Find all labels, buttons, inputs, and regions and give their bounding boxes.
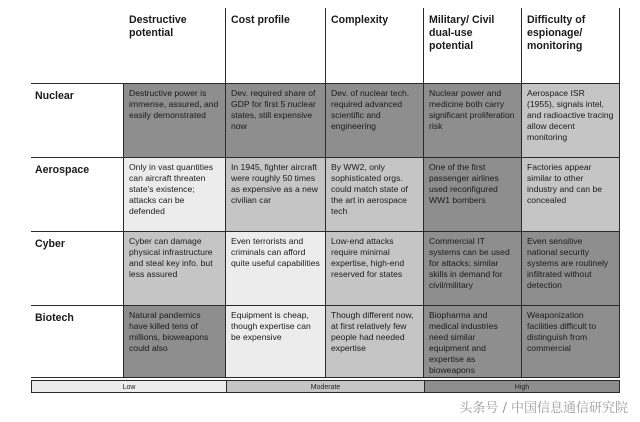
column-header: Complexity [326, 8, 424, 84]
row-header: Cyber [31, 232, 124, 306]
watermark: 头条号 / 中国信息通信研究院 [459, 401, 628, 416]
table-cell: Destructive power is immense, assured, and easily demonstrated [124, 84, 226, 158]
column-header: Destructive potential [124, 8, 226, 84]
table-cell: Weaponization facilities difficult to distinguish from commercial [522, 306, 620, 378]
row-header: Nuclear [31, 84, 124, 158]
column-header: Difficulty of espionage/ monitoring [522, 8, 620, 84]
table-cell: Dev. required share of GDP for first 5 nuclear states, still expensive now [226, 84, 326, 158]
table-cell: One of the first passenger airlines used reconfigured WW1 bombers [424, 158, 522, 232]
table-cell: Aerospace ISR (1955), signals intel, and radioactive tracing allow decent monitoring [522, 84, 620, 158]
table-cell: Even sensitive national security systems are routinely infiltrated without detection [522, 232, 620, 306]
table-cell: Cyber can damage physical infrastructure and steal key info. but less assured [124, 232, 226, 306]
table-cell: Nuclear power and medicine both carry significant proliferation risk [424, 84, 522, 158]
legend-moderate: Moderate [227, 380, 425, 393]
table-cell: Though different now, at first relatively few people had needed expertise [326, 306, 424, 378]
row-header: Biotech [31, 306, 124, 378]
column-header: Cost profile [226, 8, 326, 84]
column-header: Military/ Civil dual-use potential [424, 8, 522, 84]
table-cell: Factories appear similar to other industry and can be concealed [522, 158, 620, 232]
table-cell: Biopharma and medical industries need similar equipment and expertise as bioweapons [424, 306, 522, 378]
table-cell: Only in vast quantities can aircraft threaten state's existence; attacks can be defended [124, 158, 226, 232]
legend-high: High [425, 380, 620, 393]
table-cell: Low-end attacks require minimal expertise, high-end reserved for states [326, 232, 424, 306]
row-header: Aerospace [31, 158, 124, 232]
table-cell: Natural pandemics have killed tens of millions, bioweapons could also [124, 306, 226, 378]
legend-low: Low [31, 380, 227, 393]
table-cell: Dev. of nuclear tech. required advanced scientific and engineering [326, 84, 424, 158]
table-cell: In 1945, fighter aircraft were roughly 50 times as expensive as a new civilian car [226, 158, 326, 232]
table-cell: Even terrorists and criminals can afford quite useful capabilities [226, 232, 326, 306]
table-cell: Equipment is cheap, though expertise can be expensive [226, 306, 326, 378]
table-cell: By WW2, only sophisticated orgs. could match state of the art in aerospace tech [326, 158, 424, 232]
table-cell: Commercial IT systems can be used for attacks; similar skills in demand for civil/military [424, 232, 522, 306]
